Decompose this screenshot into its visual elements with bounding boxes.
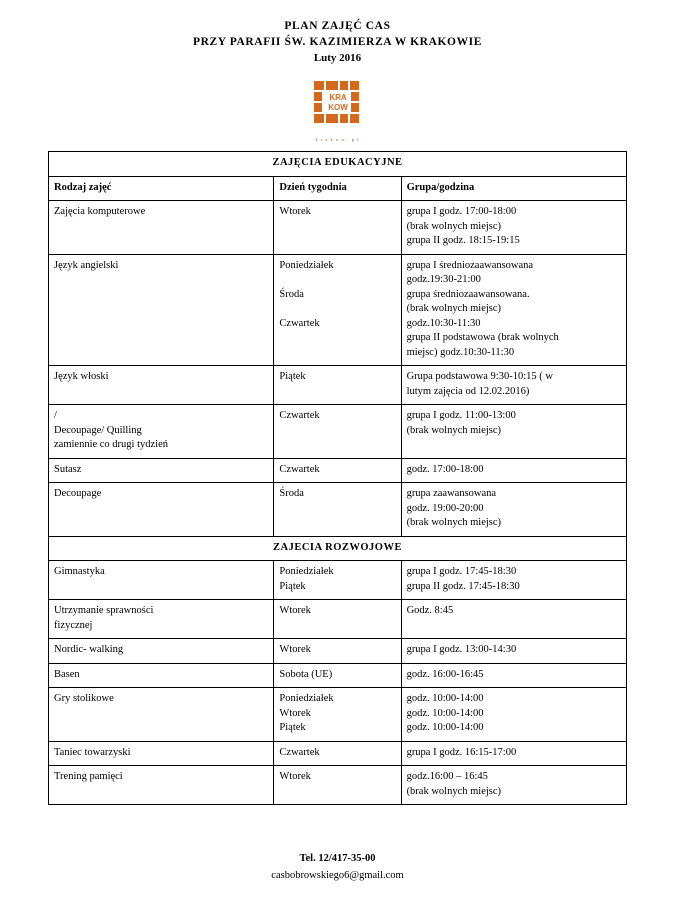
row-day: Sobota (UE) bbox=[274, 663, 401, 688]
row-day: Wtorek bbox=[274, 201, 401, 255]
table-row bbox=[49, 600, 627, 639]
schedule-table bbox=[48, 151, 627, 805]
logo-caption: k r a k o w . p l bbox=[315, 136, 360, 142]
table-row bbox=[49, 483, 627, 537]
table-row bbox=[49, 561, 627, 600]
row-day: Środa bbox=[274, 483, 401, 537]
logo-text-bottom: KOW bbox=[327, 102, 348, 112]
row-group: grupa I godz. 17:45-18:30 grupa II godz. 17:45-18:30 bbox=[401, 561, 626, 600]
document-footer bbox=[0, 850, 675, 884]
contact-phone: Tel. 12/417-35-00 bbox=[299, 853, 376, 864]
row-group: godz. 17:00-18:00 bbox=[401, 458, 626, 483]
row-type: Gry stolikowe bbox=[49, 688, 274, 742]
row-group: godz.16:00 – 16:45 (brak wolnych miejsc) bbox=[401, 766, 626, 805]
row-group: Grupa podstawowa 9:30-10:15 ( w lutym zajęcia od 12.02.2016) bbox=[401, 366, 626, 405]
row-day: Wtorek bbox=[274, 766, 401, 805]
table-row bbox=[49, 663, 627, 688]
logo-text-top: KRA bbox=[328, 92, 347, 102]
contact-email: casbobrowskiego6@gmail.com bbox=[271, 870, 404, 881]
row-type: Trening pamięci bbox=[49, 766, 274, 805]
row-day: Wtorek bbox=[274, 639, 401, 664]
column-header-row bbox=[49, 176, 627, 201]
page-date: Luty 2016 bbox=[313, 52, 362, 64]
column-header-day bbox=[274, 176, 401, 201]
section-title-development: ZAJECIA ROZWOJOWE bbox=[49, 536, 627, 561]
row-group: grupa I godz. 16:15-17:00 bbox=[401, 741, 626, 766]
krakow-logo-icon bbox=[310, 75, 366, 131]
row-group: godz. 16:00-16:45 bbox=[401, 663, 626, 688]
table-row bbox=[49, 366, 627, 405]
section-title-educational: ZAJĘCIA EDUKACYJNE bbox=[49, 152, 627, 177]
row-type: Taniec towarzyski bbox=[49, 741, 274, 766]
table-row bbox=[49, 688, 627, 742]
row-type: Język angielski bbox=[49, 254, 274, 366]
row-type: Basen bbox=[49, 663, 274, 688]
row-type: Język włoski bbox=[49, 366, 274, 405]
row-group: Godz. 8:45 bbox=[401, 600, 626, 639]
page-subtitle: PRZY PARAFII ŚW. KAZIMIERZA W KRAKOWIE bbox=[192, 36, 483, 48]
krakow-logo bbox=[48, 77, 627, 142]
row-type: Sutasz bbox=[49, 458, 274, 483]
row-day: Poniedziałek Piątek bbox=[274, 561, 401, 600]
section-header-row bbox=[49, 536, 627, 561]
row-type: / Decoupage/ Quilling zamiennie co drugi tydzień bbox=[49, 405, 274, 459]
row-type: Utrzymanie sprawności fizycznej bbox=[49, 600, 274, 639]
row-day: Wtorek bbox=[274, 600, 401, 639]
section-header-row bbox=[49, 152, 627, 177]
row-group: grupa I średniozaawansowana godz.19:30-21:00 grupa średniozaawansowana. (brak wolnych miejsc) godz.10:30-11:30 grupa II podstawowa (brak wolnych miejsc) godz.10:30-11:30 bbox=[401, 254, 626, 366]
row-day: Czwartek bbox=[274, 741, 401, 766]
table-row bbox=[49, 405, 627, 459]
column-header-day-line2: tygodnia bbox=[307, 181, 347, 193]
row-day: Piątek bbox=[274, 366, 401, 405]
row-day: Poniedziałek Wtorek Piątek bbox=[274, 688, 401, 742]
table-row bbox=[49, 201, 627, 255]
row-group: grupa I godz. 11:00-13:00 (brak wolnych miejsc) bbox=[401, 405, 626, 459]
row-day: Czwartek bbox=[274, 458, 401, 483]
table-row bbox=[49, 639, 627, 664]
column-header-group: Grupa/godzina bbox=[401, 176, 626, 201]
row-day: Czwartek bbox=[274, 405, 401, 459]
document-header bbox=[48, 18, 627, 67]
column-header-type: Rodzaj zajęć bbox=[49, 176, 274, 201]
row-type: Decoupage bbox=[49, 483, 274, 537]
table-row bbox=[49, 741, 627, 766]
table-row bbox=[49, 458, 627, 483]
row-day: Poniedziałek Środa Czwartek bbox=[274, 254, 401, 366]
row-type: Zajęcia komputerowe bbox=[49, 201, 274, 255]
row-group: grupa zaawansowana godz. 19:00-20:00 (brak wolnych miejsc) bbox=[401, 483, 626, 537]
table-row bbox=[49, 254, 627, 366]
page-title: PLAN ZAJĘĆ CAS bbox=[284, 20, 391, 32]
row-type: Gimnastyka bbox=[49, 561, 274, 600]
row-type: Nordic- walking bbox=[49, 639, 274, 664]
row-group: grupa I godz. 17:00-18:00 (brak wolnych miejsc) grupa II godz. 18:15-19:15 bbox=[401, 201, 626, 255]
column-header-day-line1: Dzień bbox=[279, 181, 306, 193]
row-group: grupa I godz. 13:00-14:30 bbox=[401, 639, 626, 664]
row-group: godz. 10:00-14:00 godz. 10:00-14:00 godz. 10:00-14:00 bbox=[401, 688, 626, 742]
table-row bbox=[49, 766, 627, 805]
